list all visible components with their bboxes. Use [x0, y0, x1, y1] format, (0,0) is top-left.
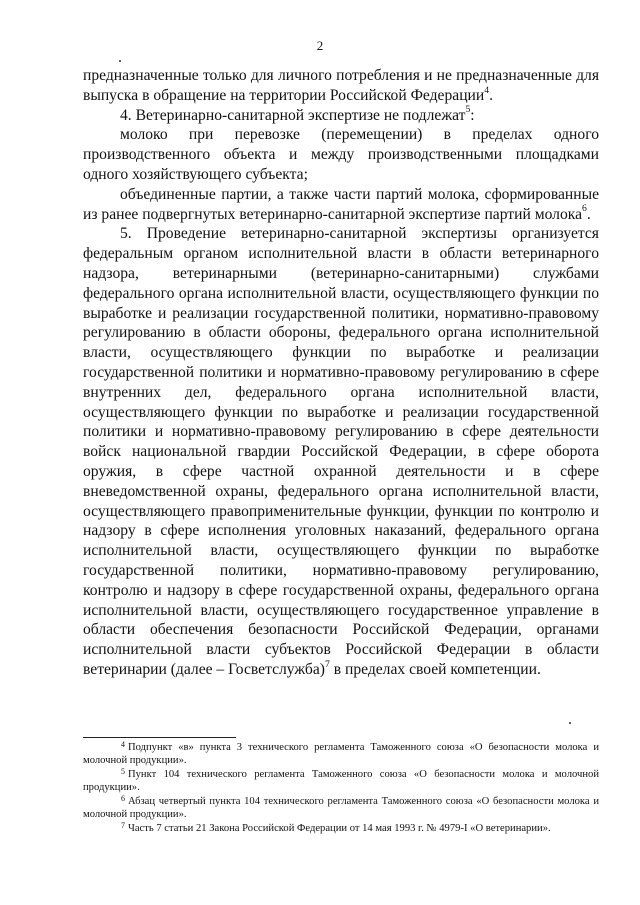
paragraph-item-4: 4. Ветеринарно-санитарной экспертизе не подлежат$^5$:	[120, 104, 475, 124]
footnote: $^6$ Абзац четвертый пункта 104 технического регламента Таможенного союза «О безопасности молока и молочной продукции».	[83, 794, 599, 821]
footnote-ref: 5	[465, 104, 471, 116]
footnote-ref: 6	[582, 203, 587, 215]
scan-speck	[569, 722, 571, 724]
footnote: $^5$ Пункт 104 технического регламента Таможенного союза «О безопасности молока и молочной продукции».	[83, 767, 599, 794]
footnote-ref: 4	[484, 84, 490, 96]
footnote-separator	[83, 737, 236, 738]
footnotes	[83, 741, 599, 836]
paragraph-item-5: 5. Проведение ветеринарно-санитарной экспертизы организуется федеральным органом исполнительной власти в области ветеринарного надзора, ветеринарными (ветеринарно-санитарными) службами федерального органа исполнительной власти, осуществляющего функции по выработке и реализации государственной политики, нормативно-правовому регулированию в области обороны, федерального органа исполнительной власти, осуществляющего функции по выработке и реализации государственной политики и нормативно-правовому регулированию в сфере внутренних дел, федерального органа исполнительной власти, осуществляющего функции по выработке и реализации государственной политики и нормативно-правовому регулированию в сфере деятельности войск национальной гвардии Российской Федерации, в сфере оборота оружия, в сфере частной охранной деятельности и в сфере вневедомственной охраны, федерального органа исполнительной власти, осуществляющего правоприменительные функции, функции по контролю и надзору в сфере исполнения уголовных наказаний, федерального органа исполнительной власти, осуществляющего функции по выработке государственной политики, нормативно-правовому регулированию, контролю и надзору в сфере государственной охраны, федерального органа исполнительной власти, осуществляющего государственное управление в области обеспечения безопасности Российской Федерации, органами исполнительной власти субъектов Российской Федерации в области ветеринарии (далее – Госветслужба)$^7$ в пределах своей компетенции.	[83, 225, 599, 678]
footnote: $^7$ Часть 7 статьи 21 Закона Российской Федерации от 14 мая 1993 г. № 4979-I «О ветеринарии».	[121, 821, 551, 834]
scan-speck	[119, 60, 121, 62]
paragraph-continuation: предназначенные только для личного потребления и не предназначенные для выпуска в обращение на территории Российской Федерации$^4$.	[83, 67, 599, 104]
footnote: $^4$ Подпункт «в» пункта 3 технического регламента Таможенного союза «О безопасности молока и молочной продукции».	[83, 740, 599, 767]
footnote-ref: 7	[324, 658, 330, 670]
page-number: 2	[316, 38, 324, 53]
paragraph-milk-transport: молоко при перевозке (перемещении) в пределах одного производственного объекта и между производственными площадками одного хозяйствующего субъекта;	[83, 126, 599, 183]
main-text	[83, 66, 599, 680]
paragraph-combined-batches: объединенные партии, а также части партий молока, сформированные из ранее подвергнутых ветеринарно-санитарной экспертизе партий молока$^6$.	[83, 185, 599, 223]
